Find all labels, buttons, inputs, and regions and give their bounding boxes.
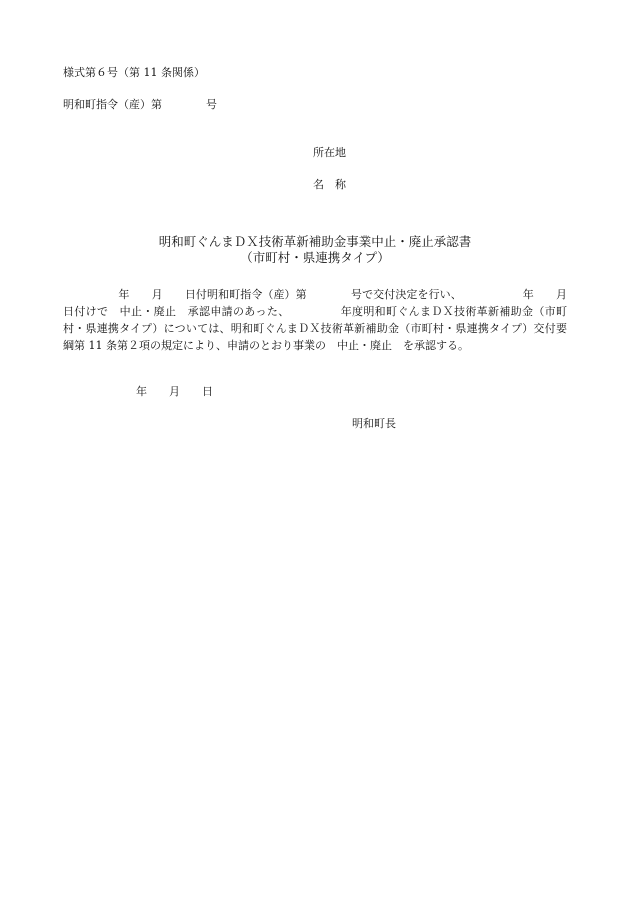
body-paragraph: 年 月 日付明和町指令（産）第 号で交付決定を行い、 年 月 日付けで 中止・廃止 承認申請のあった、 年度明和町ぐんまＤＸ技術革新補助金（市町村・県連携タイプ）については、明和町ぐんまＤＸ技術革新補助金（市町村・県連携タイプ）交付要綱第 11 条第２項の規定により、申請のとおり事業の 中止・廃止 を承認する。 [63, 288, 589, 353]
issue-date: 年 月 日 [136, 385, 213, 398]
issuer-name: 明和町長 [352, 417, 396, 430]
document-title [0, 234, 630, 267]
title-line-2: （市町村・県連携タイプ） [240, 250, 390, 266]
document-number: 明和町指令（産）第 号 [63, 98, 217, 111]
address-label: 所在地 [313, 146, 346, 159]
name-label: 名 称 [313, 178, 346, 191]
title-line-1: 明和町ぐんまＤＸ技術革新補助金事業中止・廃止承認書 [158, 234, 472, 249]
form-number: 様式第６号（第 11 条関係） [63, 66, 205, 79]
